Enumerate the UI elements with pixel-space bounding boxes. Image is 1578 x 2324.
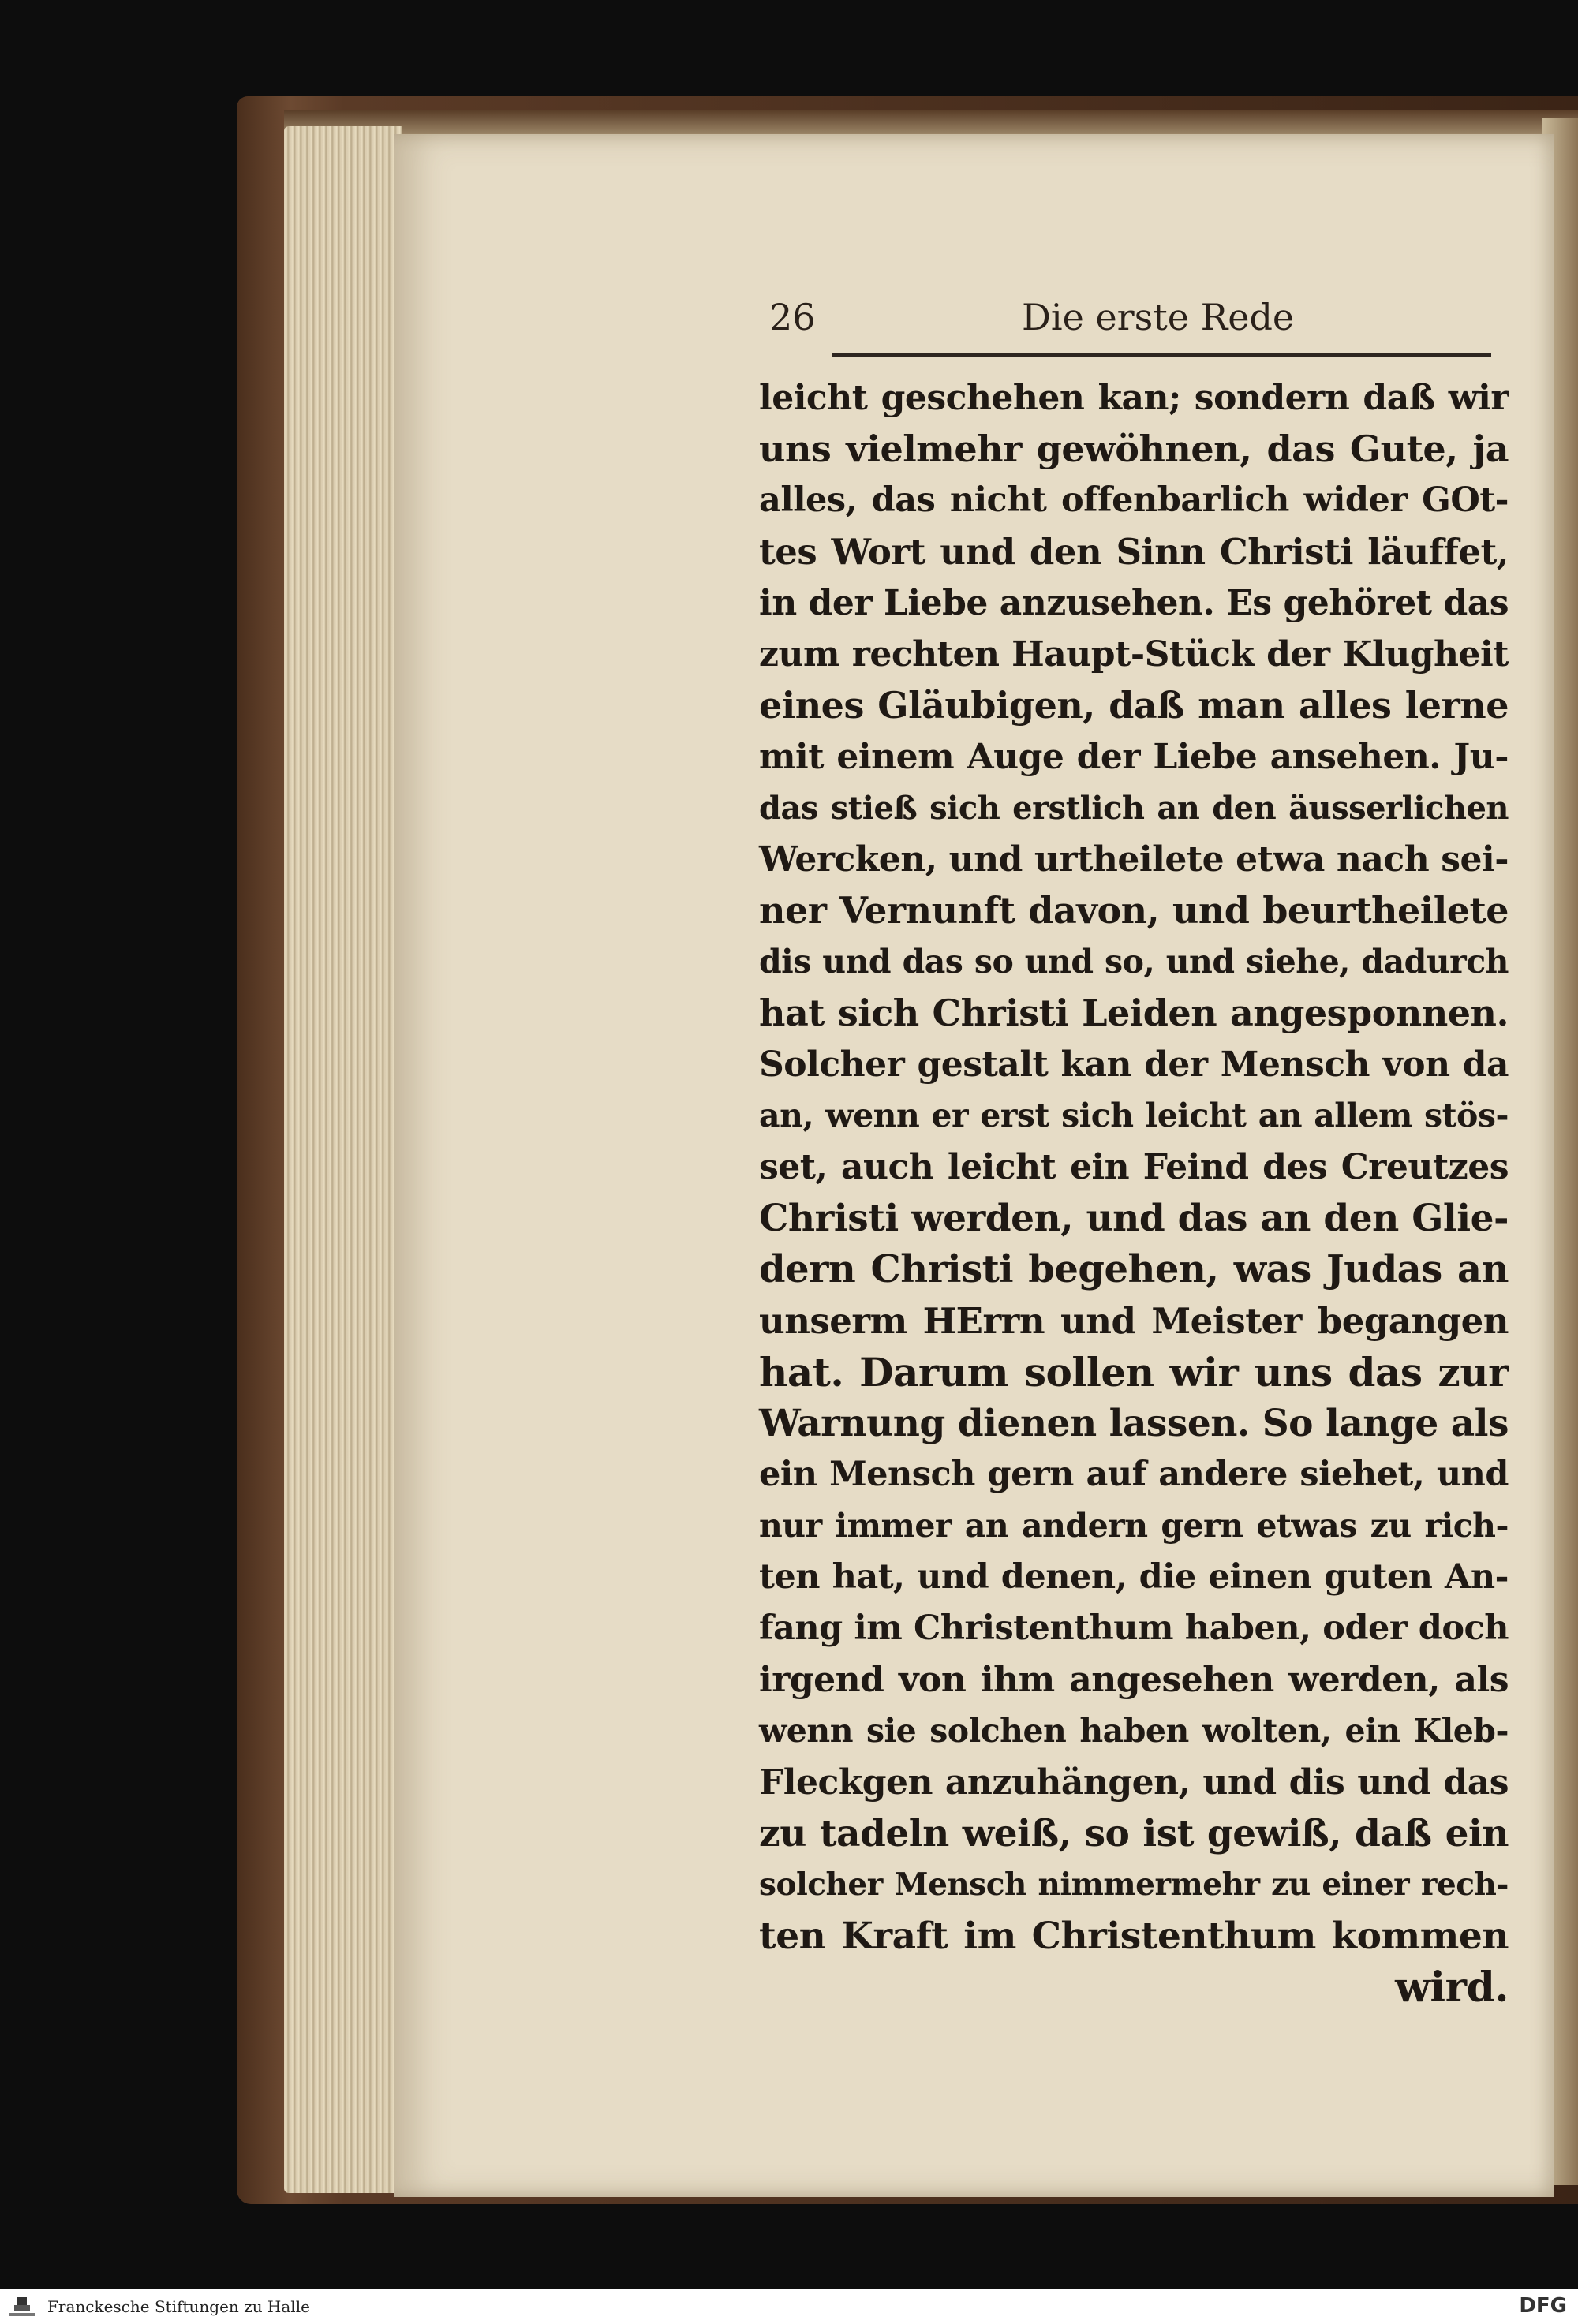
page-header [769, 296, 1495, 351]
text-line: an, wenn er erst sich leicht an allem stös- [759, 1097, 1509, 1134]
text-line: leicht geschehen kan; sondern daß wir [759, 378, 1509, 418]
footer-bar [0, 2289, 1578, 2324]
text-line: dis und das so und so, und siehe, dadurch [759, 943, 1509, 981]
text-line: set, auch leicht ein Feind des Creutzes [759, 1147, 1509, 1187]
text-line: ner Vernunft davon, und beurtheilete [759, 889, 1509, 932]
text-line: unserm HErrn und Meister begangen [759, 1300, 1509, 1342]
institution-logo-icon [6, 2296, 38, 2319]
text-line: zu tadeln weiß, so ist gewiß, daß ein [759, 1812, 1509, 1855]
text-line: ten Kraft im Christenthum kommen [759, 1915, 1509, 1958]
funder-logo: DFG [1519, 2294, 1567, 2318]
page-edges [284, 126, 402, 2193]
text-line: Solcher gestalt kan der Mensch von da [759, 1044, 1509, 1085]
institution-name: Franckesche Stiftungen zu Halle [47, 2297, 310, 2316]
text-line: wird. [1395, 1963, 1509, 2012]
text-line: dern Christi begehen, was Judas an [759, 1247, 1509, 1291]
text-line: eines Gläubigen, daß man alles lerne [759, 684, 1509, 727]
text-line: tes Wort und den Sinn Christi läuffet, [759, 531, 1509, 573]
text-line: hat sich Christi Leiden angesponnen. [759, 992, 1509, 1034]
text-line: nur immer an andern gern etwas zu rich- [759, 1507, 1509, 1545]
text-line: Fleckgen anzuhängen, und dis und das [759, 1762, 1509, 1803]
text-line: ein Mensch gern auf andere siehet, und [759, 1455, 1509, 1494]
text-line: Wercken, und urtheilete etwa nach sei- [759, 839, 1509, 880]
text-line: ten hat, und denen, die einen guten An- [759, 1557, 1509, 1597]
page-number: 26 [769, 296, 816, 338]
book-top-edge [284, 110, 1578, 134]
text-line: zum rechten Haupt-Stück der Klugheit [759, 634, 1509, 674]
text-line: fang im Christenthum haben, oder doch [759, 1608, 1509, 1648]
body-text [759, 372, 1509, 2013]
text-line: hat. Darum sollen wir uns das zur [759, 1349, 1509, 1396]
running-title: Die erste Rede [1022, 296, 1295, 338]
header-rule [832, 353, 1491, 357]
text-line: Christi werden, und das an den Glie- [759, 1197, 1509, 1240]
text-line: alles, das nicht offenbarlich wider GOt- [759, 480, 1509, 520]
text-line: solcher Mensch nimmermehr zu einer rech- [759, 1866, 1509, 1903]
text-line: wenn sie solchen haben wolten, ein Kleb- [759, 1712, 1509, 1750]
text-line: irgend von ihm angesehen werden, als [759, 1660, 1509, 1700]
text-line: mit einem Auge der Liebe ansehen. Ju- [759, 737, 1509, 777]
text-line: uns vielmehr gewöhnen, das Gute, ja [759, 428, 1509, 470]
text-line: Warnung dienen lassen. So lange als [759, 1402, 1509, 1445]
text-line: in der Liebe anzusehen. Es gehöret das [759, 583, 1509, 623]
text-line: das stieß sich erstlich an den äusserlichen [759, 790, 1509, 827]
